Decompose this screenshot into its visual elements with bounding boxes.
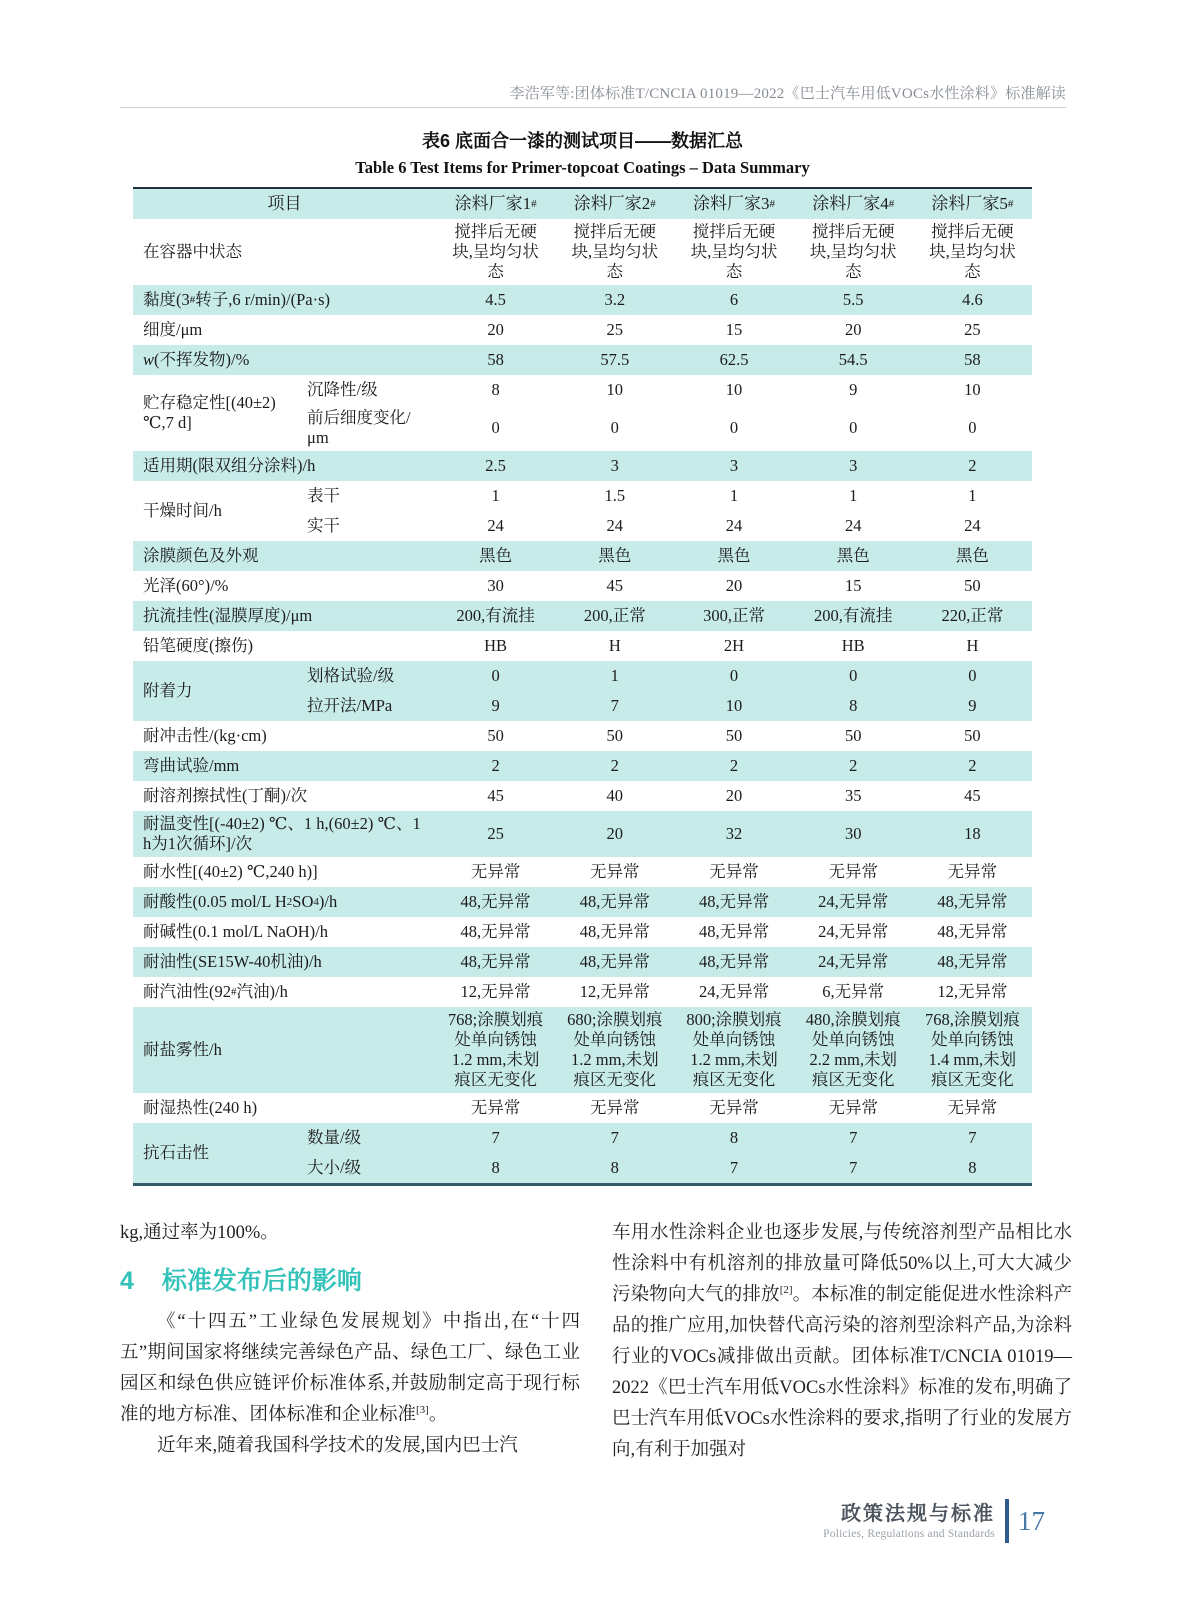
table-row — [133, 1093, 1032, 1123]
row-sublabel: 实干 — [307, 516, 340, 535]
row-label: 耐水性[(40±2) ℃,240 h)] — [143, 862, 318, 881]
cell-value: 220,正常 — [941, 606, 1004, 625]
cell-value: 480,涂膜划痕处单向锈蚀2.2 mm,未划痕区无变化 — [805, 1010, 901, 1089]
cell-value: 7 — [849, 1128, 858, 1147]
cell-value: 4.5 — [485, 290, 506, 309]
test-table — [133, 187, 1032, 1186]
footer-section-cn: 政策法规与标准 — [841, 1502, 995, 1525]
cell-value: 18 — [964, 824, 981, 843]
row-subrows — [295, 375, 1032, 451]
cell-value: 45 — [606, 576, 624, 595]
column-header-factory: 涂料厂家1 # — [454, 194, 537, 213]
row-label: 在容器中状态 — [143, 242, 242, 261]
cell-value: HB — [841, 636, 865, 655]
cell-value: 24,无异常 — [818, 892, 889, 911]
cell-value: 8 — [849, 696, 858, 715]
left-column — [120, 1218, 580, 1466]
cell-value: 无异常 — [709, 862, 759, 881]
cell-value: 1 — [729, 486, 739, 505]
cell-value: 54.5 — [838, 350, 868, 369]
cell-value: 7 — [729, 1158, 739, 1177]
cell-value: 7 — [610, 1128, 619, 1147]
right-column — [612, 1218, 1072, 1466]
cell-value: 搅拌后无硬块,呈均匀状态 — [452, 222, 539, 281]
cell-value: 搅拌后无硬块,呈均匀状态 — [809, 222, 897, 281]
table-title-cn: 表6 底面合一漆的测试项目——数据汇总 — [421, 131, 743, 151]
cell-value: 2.5 — [485, 456, 506, 475]
cell-value: 0 — [610, 418, 619, 437]
cell-value: 10 — [725, 696, 743, 715]
table-subrow — [295, 1123, 1032, 1153]
cell-value: 12,无异常 — [460, 982, 531, 1001]
table-row — [133, 857, 1032, 887]
cell-value: 2 — [968, 756, 977, 775]
cell-value: 48,无异常 — [698, 952, 770, 971]
row-label: 耐汽油性(92 # 汽油)/h — [143, 982, 288, 1001]
row-label: 耐油性(SE15W-40机油)/h — [143, 952, 322, 971]
cell-value: 搅拌后无硬块,呈均匀状态 — [690, 222, 778, 281]
cell-value: 30 — [844, 824, 862, 843]
table-subrow — [295, 405, 1032, 451]
cell-value: 0 — [729, 418, 739, 437]
cell-value: 5.5 — [842, 290, 864, 309]
table-row — [133, 451, 1032, 481]
cell-value: 10 — [725, 380, 743, 399]
cell-value: 3 — [610, 456, 619, 475]
cell-value: 无异常 — [709, 1098, 759, 1117]
cell-value: 7 — [491, 1128, 500, 1147]
table-row — [133, 631, 1032, 661]
cell-value: 1 — [968, 486, 977, 505]
cell-value: 48,无异常 — [460, 892, 531, 911]
cell-value: 48,无异常 — [579, 922, 650, 941]
cell-value: 0 — [968, 418, 977, 437]
cell-value: 1 — [849, 486, 858, 505]
row-label: 耐溶剂擦拭性(丁酮)/次 — [143, 786, 308, 805]
cell-value: 35 — [844, 786, 862, 805]
cell-value: 9 — [849, 380, 858, 399]
cell-value: 20 — [844, 320, 862, 339]
cell-value: 20 — [725, 576, 743, 595]
cell-value: 3 — [849, 456, 858, 475]
row-label: 铅笔硬度(擦伤) — [143, 636, 253, 655]
cell-value: 50 — [844, 726, 862, 745]
table-subrow — [295, 691, 1032, 721]
cell-value: 768;涂膜划痕处单向锈蚀1.2 mm,未划痕区无变化 — [447, 1010, 544, 1089]
cell-value: 无异常 — [828, 862, 878, 881]
row-group-label: 附着力 — [143, 681, 193, 700]
cell-value: 8 — [491, 380, 500, 399]
cell-value: 24 — [725, 516, 743, 535]
cell-value: 48,无异常 — [579, 892, 650, 911]
cell-value: 48,无异常 — [579, 952, 650, 971]
cell-value: 45 — [487, 786, 504, 805]
row-label: 耐盐雾性/h — [143, 1040, 222, 1059]
row-subrows — [295, 661, 1032, 721]
cell-value: 2 — [729, 756, 739, 775]
cell-value: 48,无异常 — [698, 892, 770, 911]
header-rule — [120, 107, 1066, 108]
table-subrow — [295, 1153, 1032, 1183]
cell-value: 50 — [725, 726, 743, 745]
paragraph-text: 。 — [428, 1405, 448, 1425]
row-sublabel: 数量/级 — [307, 1128, 362, 1147]
cell-value: 无异常 — [947, 862, 998, 881]
cell-value: 2 — [849, 756, 858, 775]
cell-value: 24 — [487, 516, 504, 535]
table-subrow — [295, 481, 1032, 511]
cell-value: 无异常 — [947, 1098, 998, 1117]
cell-value: 680;涂膜划痕处单向锈蚀1.2 mm,未划痕区无变化 — [567, 1010, 663, 1089]
cell-value: 无异常 — [590, 862, 640, 881]
table-row — [133, 917, 1032, 947]
cell-value: 2 — [610, 756, 619, 775]
cell-value: HB — [484, 636, 508, 655]
cell-value: 200,正常 — [583, 606, 646, 625]
cell-value: 0 — [849, 418, 858, 437]
cell-value: 48,无异常 — [937, 922, 1008, 941]
cell-value: 57.5 — [600, 350, 630, 369]
cell-value: 8 — [610, 1158, 619, 1177]
row-label: 耐碱性(0.1 mol/L NaOH)/h — [143, 922, 328, 941]
cell-value: 45 — [964, 786, 981, 805]
row-group-label: 抗石击性 — [143, 1143, 209, 1162]
table-row — [133, 947, 1032, 977]
cell-value: 3.2 — [604, 290, 626, 309]
cell-value: 20 — [606, 824, 624, 843]
table-row — [133, 977, 1032, 1007]
table-row — [133, 1123, 1032, 1183]
test-table-body — [133, 219, 1032, 1183]
footer-divider-bar — [1005, 1499, 1009, 1543]
table-row — [133, 315, 1032, 345]
citation-ref: [2] — [779, 1283, 793, 1296]
cell-value: 32 — [725, 824, 743, 843]
cell-value: 10 — [606, 380, 624, 399]
cell-value: 50 — [964, 726, 981, 745]
cell-value: 50 — [964, 576, 981, 595]
running-head: 李浩军等:团体标准T/CNCIA 01019—2022《巴士汽车用低VOCs水性涂料》标准解读 — [509, 86, 1066, 102]
section-title: 标准发布后的影响 — [161, 1267, 362, 1295]
cell-value: 48,无异常 — [937, 892, 1008, 911]
row-label: 涂膜颜色及外观 — [143, 546, 259, 565]
cell-value: 24 — [964, 516, 981, 535]
paragraph-text: 《“十四五”工业绿色发展规划》中指出,在“十四五”期间国家将继续完善绿色产品、绿色工厂、绿色工业园区和绿色供应链评价标准体系,并鼓励制定高于现行标准的地方标准、团体标准和企业标准 — [120, 1312, 580, 1425]
cell-value: 9 — [968, 696, 977, 715]
cell-value: 24,无异常 — [698, 982, 770, 1001]
cell-value: 20 — [725, 786, 743, 805]
cell-value: 58 — [487, 350, 504, 369]
row-sublabel: 大小/级 — [307, 1158, 362, 1177]
row-subrows — [295, 481, 1032, 541]
table-subrow — [295, 511, 1032, 541]
cell-value: 0 — [968, 666, 977, 685]
footer-section-titles — [823, 1503, 995, 1540]
cell-value: 62.5 — [719, 350, 749, 369]
cell-value: 6,无异常 — [822, 982, 885, 1001]
table-row — [133, 887, 1032, 917]
cell-value: 2 — [491, 756, 500, 775]
table-header-row — [133, 189, 1032, 219]
paragraph — [612, 1218, 1072, 1466]
cell-value: 0 — [491, 418, 500, 437]
cell-value: 3 — [729, 456, 739, 475]
column-header-factory: 涂料厂家3 # — [693, 194, 775, 213]
cell-value: 200,有流挂 — [814, 606, 893, 625]
cell-value: 搅拌后无硬块,呈均匀状态 — [929, 222, 1016, 281]
row-label: 耐冲击性/(kg·cm) — [143, 726, 267, 745]
cell-value: 黑色 — [717, 546, 751, 565]
cell-value: 8 — [729, 1128, 739, 1147]
row-label: w (不挥发物)/% — [143, 350, 250, 369]
cell-value: 20 — [487, 320, 504, 339]
cell-value: 24,无异常 — [818, 952, 889, 971]
row-group-label: 贮存稳定性[(40±2) ℃,7 d] — [143, 393, 276, 432]
citation-ref: [3] — [416, 1403, 429, 1416]
factory-column-headers — [436, 189, 1032, 219]
cell-value: 8 — [968, 1158, 977, 1177]
row-group-label: 干燥时间/h — [143, 501, 222, 520]
table-row — [133, 751, 1032, 781]
cell-value: 48,无异常 — [460, 952, 531, 971]
table-row — [133, 811, 1032, 857]
cell-value: 1 — [610, 666, 619, 685]
column-header-item: 项目 — [267, 194, 302, 213]
section-number: 4 — [120, 1267, 134, 1295]
paragraph-text: 车用水性涂料企业也逐步发展,与传统溶剂型产品相比水性涂料中有机溶剂的排放量可降低50%以上,可大大减少污染物向大气的排放 — [612, 1223, 1072, 1305]
cell-value: 黑色 — [836, 546, 870, 565]
row-sublabel: 表干 — [307, 486, 340, 505]
cell-value: 50 — [487, 726, 504, 745]
cell-value: 黑色 — [955, 546, 989, 565]
table-row — [133, 601, 1032, 631]
cell-value: H — [608, 636, 621, 655]
cell-value: 15 — [844, 576, 862, 595]
cell-value: 30 — [487, 576, 504, 595]
body-text-columns — [120, 1218, 1072, 1466]
row-label: 耐酸性(0.05 mol/L H 2 SO 4 )/h — [143, 892, 338, 911]
row-label: 细度/μm — [143, 320, 203, 339]
cell-value: 48,无异常 — [698, 922, 770, 941]
cell-value: 48,无异常 — [460, 922, 531, 941]
column-header-factory: 涂料厂家4 # — [812, 194, 895, 213]
paragraph: 近年来,随着我国科学技术的发展,国内巴士汽 — [157, 1436, 518, 1456]
table-row — [133, 219, 1032, 285]
paragraph-text: 。本标准的制定能促进水性涂料产品的推广应用,加快替代高污染的溶剂型涂料产品,为涂料行业的VOCs减排做出贡献。团体标准T/CNCIA 01019—2022《巴士汽车用低VOCs水性涂料》标准的发布,明确了巴士汽车用低VOCs水性涂料的要求,指明了行业的发展方向,有利于加强对 — [612, 1285, 1072, 1460]
table-row — [133, 375, 1032, 451]
cell-value: 1 — [491, 486, 500, 505]
cell-value: 9 — [491, 696, 500, 715]
cell-value: 12,无异常 — [937, 982, 1008, 1001]
cell-value: 无异常 — [828, 1098, 878, 1117]
row-label: 光泽(60°)/% — [143, 576, 229, 595]
cell-value: 48,无异常 — [937, 952, 1008, 971]
table-row — [133, 285, 1032, 315]
section-heading — [120, 1264, 580, 1298]
cell-value: 2H — [723, 636, 745, 655]
row-sublabel: 拉开法/MPa — [307, 696, 393, 715]
cell-value: 50 — [606, 726, 624, 745]
cell-value: 768,涂膜划痕处单向锈蚀1.4 mm,未划痕区无变化 — [924, 1010, 1020, 1089]
table-row — [133, 481, 1032, 541]
cell-value: 15 — [725, 320, 743, 339]
cell-value: 2 — [968, 456, 977, 475]
cell-value: 40 — [606, 786, 624, 805]
page-footer — [823, 1499, 1045, 1543]
table-subrow — [295, 375, 1032, 405]
cell-value: 800;涂膜划痕处单向锈蚀1.2 mm,未划痕区无变化 — [686, 1010, 782, 1089]
row-label: 耐温变性[(-40±2) ℃、1 h,(60±2) ℃、1 h为1次循环]/次 — [143, 814, 421, 853]
cell-value: 200,有流挂 — [456, 606, 535, 625]
cell-value: 无异常 — [470, 1098, 521, 1117]
test-data-table-block — [133, 127, 1032, 1186]
cell-value: 无异常 — [470, 862, 521, 881]
table-row — [133, 571, 1032, 601]
cell-value: 黑色 — [479, 546, 513, 565]
column-header-factory: 涂料厂家2 # — [573, 194, 656, 213]
cell-value: 25 — [606, 320, 624, 339]
row-sublabel: 沉降性/级 — [307, 380, 378, 399]
cell-value: 无异常 — [590, 1098, 640, 1117]
cell-value: 8 — [491, 1158, 500, 1177]
cell-value: 12,无异常 — [579, 982, 650, 1001]
cell-value: 24,无异常 — [818, 922, 889, 941]
table-row — [133, 345, 1032, 375]
cell-value: 24 — [606, 516, 624, 535]
cell-value: 7 — [968, 1128, 977, 1147]
cell-value: 黑色 — [598, 546, 632, 565]
paragraph — [120, 1307, 580, 1431]
cell-value: 搅拌后无硬块,呈均匀状态 — [571, 222, 659, 281]
cell-value: 0 — [849, 666, 858, 685]
cell-value: 25 — [964, 320, 981, 339]
cell-value: 6 — [729, 290, 739, 309]
cell-value: H — [966, 636, 979, 655]
table-title-en: Table 6 Test Items for Primer-topcoat Coatings – Data Summary — [355, 158, 810, 177]
table-row — [133, 781, 1032, 811]
table-row — [133, 721, 1032, 751]
page-number: 17 — [1018, 1505, 1045, 1536]
row-subrows — [295, 1123, 1032, 1183]
table-row — [133, 541, 1032, 571]
cell-value: 0 — [729, 666, 739, 685]
table-row — [133, 1007, 1032, 1093]
row-label: 弯曲试验/mm — [143, 756, 240, 775]
cell-value: 10 — [964, 380, 981, 399]
column-header-factory: 涂料厂家5 # — [931, 194, 1014, 213]
row-label: 抗流挂性(湿膜厚度)/μm — [143, 606, 313, 625]
row-label: 耐湿热性(240 h) — [143, 1098, 258, 1117]
cell-value: 4.6 — [962, 290, 983, 309]
row-sublabel: 前后细度变化/μm — [307, 408, 411, 447]
table-row — [133, 661, 1032, 721]
footer-section-en: Policies, Regulations and Standards — [823, 1527, 995, 1540]
row-sublabel: 划格试验/级 — [307, 666, 395, 685]
cell-value: 7 — [849, 1158, 858, 1177]
paragraph-lead: kg,通过率为100%。 — [120, 1223, 279, 1243]
cell-value: 7 — [610, 696, 619, 715]
row-label: 黏度(3 # 转子,6 r/min)/(Pa·s) — [143, 290, 330, 309]
table-subrow — [295, 661, 1032, 691]
cell-value: 25 — [487, 824, 504, 843]
row-label: 适用期(限双组分涂料)/h — [143, 456, 316, 475]
cell-value: 0 — [491, 666, 500, 685]
cell-value: 24 — [844, 516, 862, 535]
cell-value: 300,正常 — [703, 606, 765, 625]
cell-value: 1.5 — [604, 486, 626, 505]
cell-value: 58 — [964, 350, 981, 369]
